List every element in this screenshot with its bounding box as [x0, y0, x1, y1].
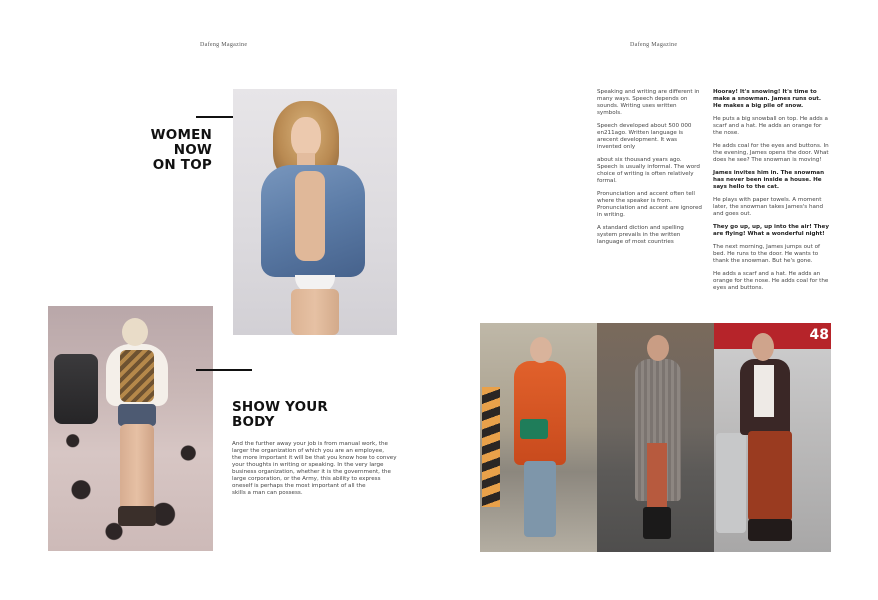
photo-model-denim-jacket: [233, 89, 397, 335]
paragraph: James invites him in. The snowman has never been inside a house. He says hello to the cat.: [713, 170, 825, 190]
body-line: large corporation, or the Army, this ability to express: [232, 476, 381, 482]
paragraph: He adds a scarf and a hat. He adds an orange for the nose. He adds coal for the eyes and buttons.: [713, 271, 829, 291]
paragraph: Speech developed about 500 000 en211ago. Written language is arecent development. It was invented only: [597, 123, 692, 150]
paragraph: They go up, up, up into the air! They are flying! What a wonderful night!: [713, 224, 829, 237]
running-head-right: Dafeng Magazine: [630, 42, 678, 48]
body-line: your thoughts in writing or speaking. In the very large: [232, 462, 384, 468]
paragraph: Pronunciation and accent often tell where the speaker is from. Pronunciation and accent are ignored in writing.: [597, 191, 702, 218]
text-column-b: [713, 89, 831, 298]
running-head-left: Dafeng Magazine: [200, 42, 248, 48]
headline-1-line-2: ON TOP: [152, 157, 212, 173]
body-line: business organization, whether it is the government, the: [232, 469, 391, 475]
paragraph: He plays with paper towels. A moment later, the snowman takes James's hand and goes out.: [713, 197, 824, 217]
paragraph: He puts a big snowball on top. He adds a scarf and a hat. He adds an orange for the nose.: [713, 116, 828, 136]
text-column-a: [597, 89, 703, 252]
body-line: And the further away your job is from manual work, the: [232, 441, 388, 447]
photo-panel-grey-coat: [597, 323, 714, 552]
paragraph: about six thousand years ago. Speech is usually informal. The word choice of writing is often relatively formal.: [597, 157, 700, 184]
photo-panel-rust-trousers: [714, 323, 831, 552]
body-line: oneself is perhaps the most important of all the: [232, 483, 366, 489]
headline-rule-bottom: [196, 369, 252, 371]
headline-show-your-body: [232, 400, 342, 430]
headline-2-line-2: BODY: [232, 414, 275, 430]
paragraph: A standard diction and spelling system prevails in the written language of most countries: [597, 225, 684, 245]
headline-2-line-1: SHOW YOUR: [232, 399, 329, 415]
paragraph: Speaking and writing are different in many ways. Speech depends on sounds. Writing uses written symbols.: [597, 89, 700, 116]
body-line: larger the organization of which you are an employee,: [232, 448, 385, 454]
photo-model-street: [48, 306, 213, 551]
headline-1-line-1: WOMEN NOW: [150, 127, 212, 158]
headline-women-now-on-top: [112, 128, 212, 173]
paragraph: Hooray! It's snowing! It's time to make a snowman. James runs out. He makes a big pile of snow.: [713, 89, 821, 109]
photo-triptych-street-style: [480, 323, 831, 552]
body-text-left: [232, 441, 400, 497]
photo-panel-orange-coat: [480, 323, 597, 552]
paragraph: He adds coal for the eyes and buttons. In the evening, James opens the door. What does he see? The snowman is moving!: [713, 143, 829, 163]
storefront-sign-number: 48: [809, 327, 829, 343]
body-line: skills a man can possess.: [232, 490, 303, 496]
paragraph: The next morning, James jumps out of bed. He runs to the door. He wants to thank the snowman. But he's gone.: [713, 244, 820, 264]
body-line: the more important it will be that you know how to convey: [232, 455, 397, 461]
